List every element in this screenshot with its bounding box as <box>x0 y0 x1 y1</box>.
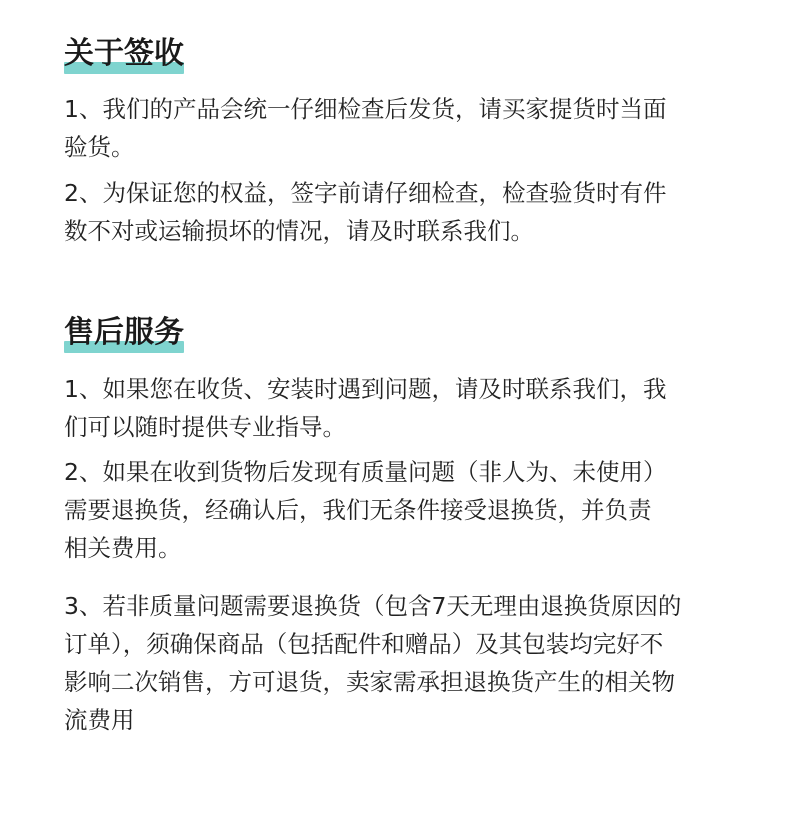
section-title-text: 关于签收 <box>64 36 184 71</box>
paragraph-line: 数不对或运输损坏的情况，请及时联系我们。 <box>64 217 534 245</box>
section-title-after-sales <box>64 315 184 351</box>
receipt-paragraph-2 <box>64 174 734 250</box>
paragraph-line: 2、为保证您的权益，签字前请仔细检查，检查验货时有件 <box>64 179 667 207</box>
paragraph-line: 订单），须确保商品（包括配件和赠品）及其包装均完好不 <box>64 630 664 658</box>
paragraph-line: 们可以随时提供专业指导。 <box>64 413 346 441</box>
paragraph-line: 1、我们的产品会统一仔细检查后发货，请买家提货时当面 <box>64 95 667 123</box>
paragraph-line: 3、若非质量问题需要退换货（包含7天无理由退换货原因的 <box>64 592 682 620</box>
paragraph-line: 相关费用。 <box>64 534 182 562</box>
paragraph-line: 验货。 <box>64 133 135 161</box>
after-sales-paragraph-1 <box>64 370 734 446</box>
receipt-paragraph-1 <box>64 90 734 166</box>
section-title-receipt <box>64 36 184 72</box>
paragraph-line: 2、如果在收到货物后发现有质量问题（非人为、未使用） <box>64 458 667 486</box>
paragraph-line: 流费用 <box>64 706 135 734</box>
paragraph-line: 影响二次销售，方可退货，卖家需承担退换货产生的相关物 <box>64 668 675 696</box>
section-title-text: 售后服务 <box>64 315 184 350</box>
after-sales-paragraph-2 <box>64 453 734 567</box>
paragraph-line: 1、如果您在收货、安装时遇到问题，请及时联系我们，我 <box>64 375 667 403</box>
paragraph-line: 需要退换货，经确认后，我们无条件接受退换货，并负责 <box>64 496 652 524</box>
after-sales-paragraph-3 <box>64 587 734 739</box>
